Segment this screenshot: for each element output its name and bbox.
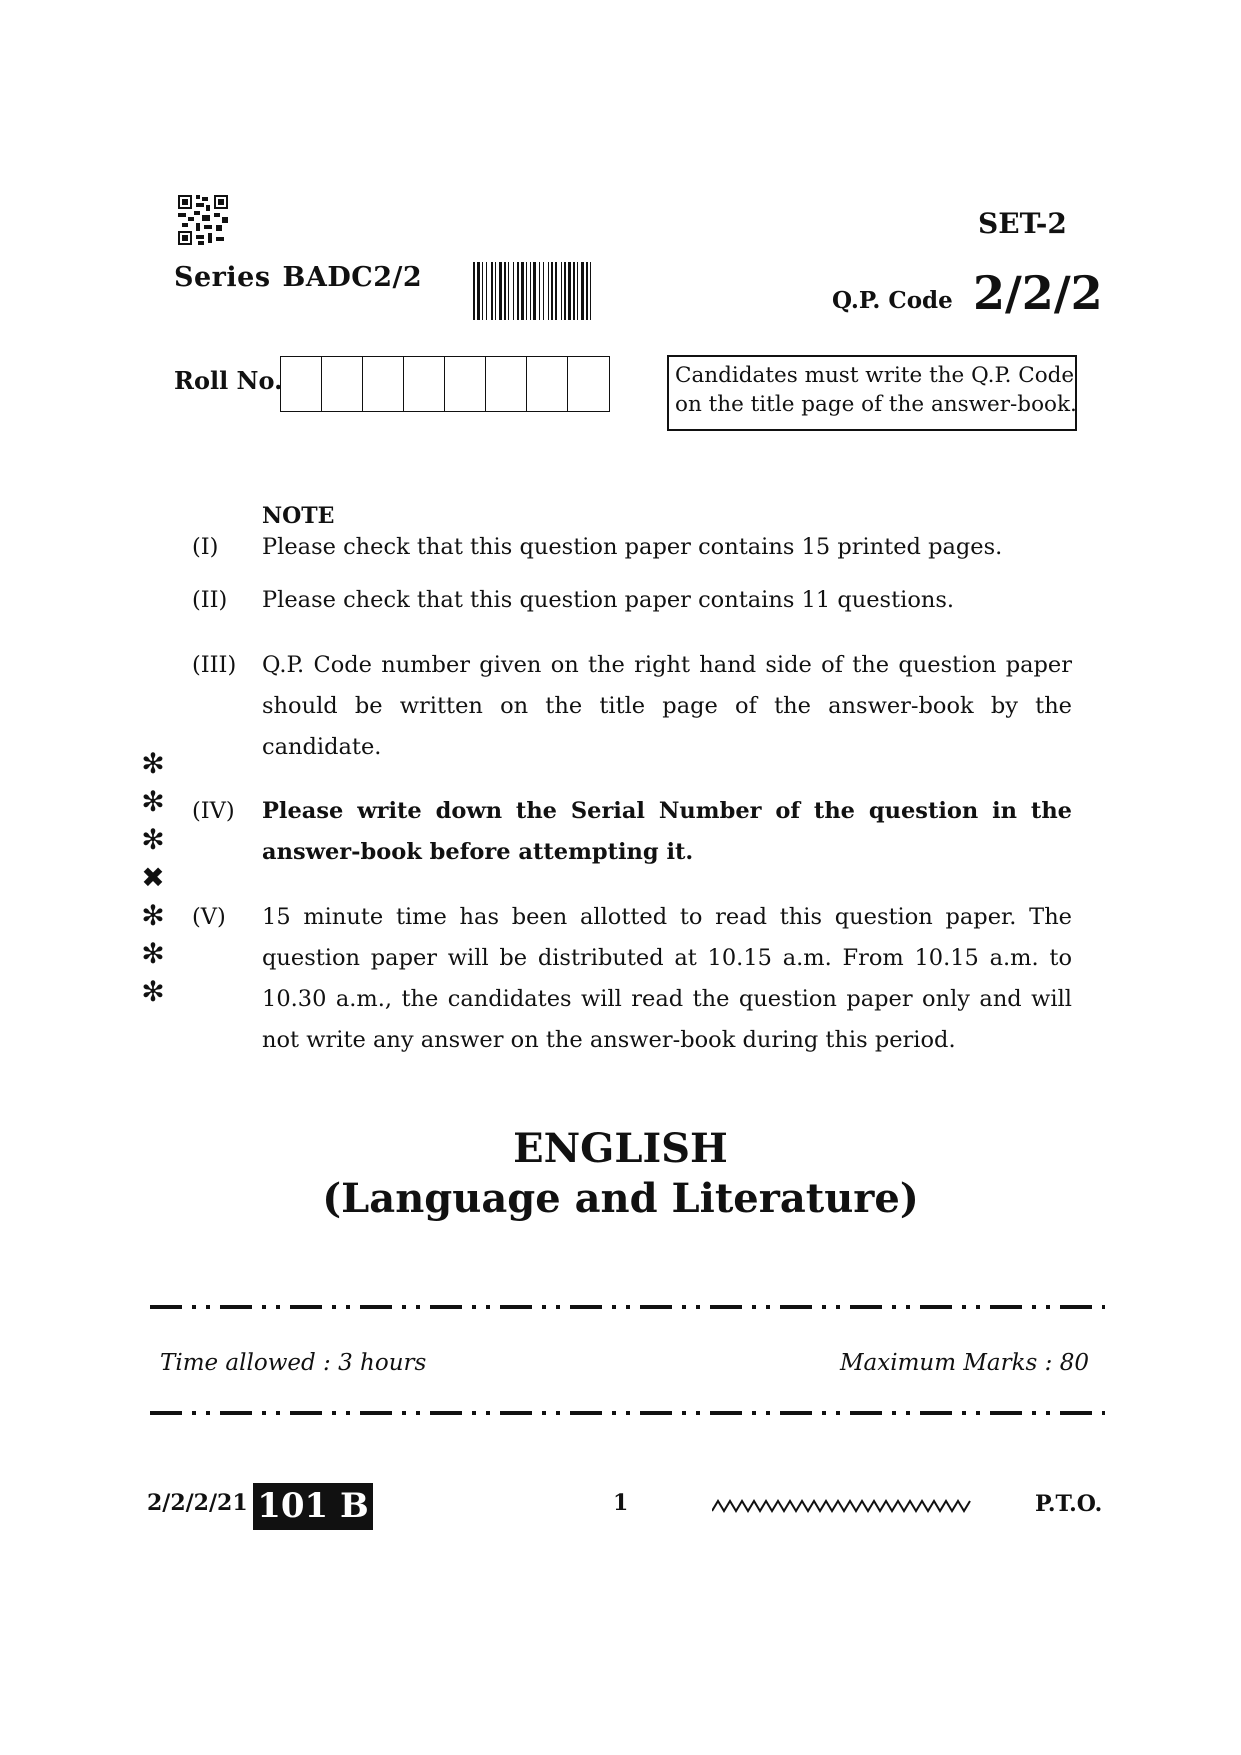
wavy-line-icon [712,1498,974,1514]
qp-code-value: 2/2/2 [973,266,1103,320]
asterisk-icon: ✻ [141,937,165,970]
note-line: question paper will be distributed at 10.15 a.m. From 10.15 a.m. to [262,945,1072,971]
series-code: BADC2/2 [282,262,423,293]
margin-asterisk-column [140,745,166,1011]
note-line: Please check that this question paper contains 15 printed pages. [262,534,1003,560]
asterisk-icon: ✻ [141,975,165,1008]
set-label: SET-2 [978,207,1067,240]
note-item-text [262,527,1072,568]
note-item-text [262,645,1072,768]
roll-no-boxes[interactable] [280,356,610,412]
roll-no-box[interactable] [322,357,363,411]
qp-code-notice-box [667,355,1077,431]
asterisk-icon: ✻ [141,899,165,932]
roll-no-box[interactable] [281,357,322,411]
roll-no-label: Roll No. [174,366,283,395]
note-title: NOTE [262,503,335,529]
roll-no-box[interactable] [568,357,609,411]
series-prefix: Series [174,262,271,293]
note-line: 10.30 a.m., the candidates will read the question paper only and will [262,986,1072,1012]
maximum-marks: Maximum Marks : 80 [840,1350,1089,1376]
asterisk-icon: ✻ [141,785,165,818]
note-line: not write any answer on the answer-book during this period. [262,1027,956,1053]
subject-title: ENGLISH [513,1125,728,1172]
asterisk-icon: ✻ [141,823,165,856]
note-line: answer-book before attempting it. [262,839,694,865]
footer-paper-code: 2/2/2/21 [147,1490,248,1516]
note-item-number: (I) [192,534,219,560]
note-item-text [262,580,1072,621]
qr-code-icon [178,195,228,245]
page-number: 1 [613,1490,629,1516]
note-item-text [262,791,1072,873]
qp-code-label: Q.P. Code [832,287,953,314]
roll-no-box[interactable] [363,357,404,411]
dash-dot-divider [150,1304,1105,1310]
note-line: Please write down the Serial Number of the question in the [262,798,1072,824]
note-line: Q.P. Code number given on the right hand side of the question paper [262,652,1072,678]
note-item-number: (III) [192,652,237,678]
roll-no-box[interactable] [445,357,486,411]
roll-no-box[interactable] [527,357,568,411]
subject-subtitle: (Language and Literature) [322,1175,919,1222]
series-label [174,262,422,293]
barcode-icon [473,262,719,320]
notice-line: on the title page of the answer-book. [675,392,1077,417]
roll-no-box[interactable] [404,357,445,411]
note-line: Please check that this question paper contains 11 questions. [262,587,955,613]
pto-label: P.T.O. [1035,1491,1103,1517]
note-item-number: (V) [192,904,226,930]
note-line: 15 minute time has been allotted to read this question paper. The [262,904,1072,930]
cross-icon: ✖ [141,861,165,894]
dash-dot-divider [150,1410,1105,1416]
notice-line: Candidates must write the Q.P. Code [675,363,1075,388]
note-item-number: (IV) [192,798,235,824]
note-line: candidate. [262,734,382,760]
note-item-number: (II) [192,587,228,613]
note-line: should be written on the title page of the answer-book by the [262,693,1072,719]
note-item-text [262,897,1072,1061]
time-allowed: Time allowed : 3 hours [160,1350,427,1376]
asterisk-icon: ✻ [141,747,165,780]
roll-no-box[interactable] [486,357,527,411]
footer-subject-code-badge: 101 B [253,1483,373,1530]
